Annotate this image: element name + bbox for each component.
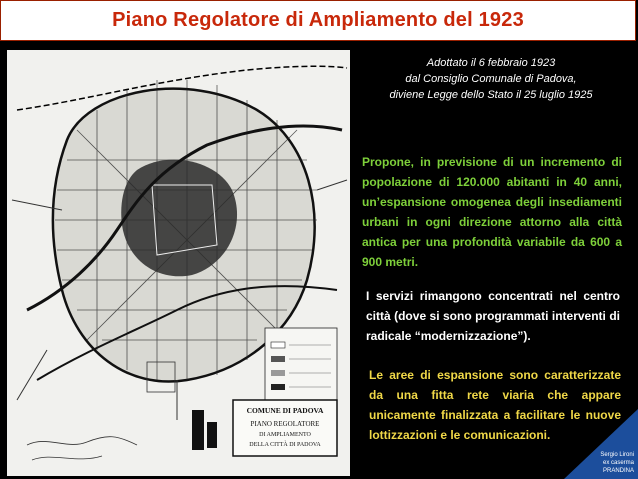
svg-text:COMUNE DI PADOVA: COMUNE DI PADOVA	[246, 406, 324, 415]
svg-text:DI AMPLIAMENTO: DI AMPLIAMENTO	[259, 432, 311, 438]
slide-title: Piano Regolatore di Ampliamento del 1923	[112, 9, 524, 31]
adoption-line-1: Adottato il 6 febbraio 1923	[426, 57, 556, 69]
title-bar	[0, 0, 636, 41]
padova-plan-map	[7, 50, 350, 476]
map-cartouche	[233, 400, 337, 456]
map-legend	[265, 328, 337, 406]
svg-text:DELLA CITTÀ DI PADOVA: DELLA CITTÀ DI PADOVA	[249, 442, 321, 448]
author-credit	[564, 451, 634, 475]
author-line-2: ex caserma	[602, 460, 634, 466]
adoption-note	[360, 55, 622, 103]
adoption-line-3: diviene Legge dello Stato il 25 luglio 1925	[389, 89, 593, 101]
svg-text:PIANO REGOLATORE: PIANO REGOLATORE	[250, 420, 320, 428]
adoption-line-2: dal Consiglio Comunale di Padova,	[405, 73, 577, 85]
author-name: Sergio Lironi	[600, 452, 634, 458]
paragraph-services: I servizi rimangono concentrati nel centro città (dove si sono programmati interventi di radicale “modernizzazione”).	[366, 289, 620, 343]
paragraph-expansion: Le aree di espansione sono caratterizzate da una fitta rete viaria che appare unicamente finalizzata a facilitare le nuove lottizzazioni e le comunicazioni.	[369, 368, 621, 442]
author-line-3: PRANDINA	[602, 468, 634, 474]
map-image	[7, 50, 350, 476]
paragraph-population: Propone, in previsione di un incremento di popolazione di 120.000 abitanti in 40 anni, un’espansione omogenea degli insediamenti urbani in ogni direzione attorno alla città antica per una profondità variabile da 600 a 900 metri.	[362, 155, 622, 269]
